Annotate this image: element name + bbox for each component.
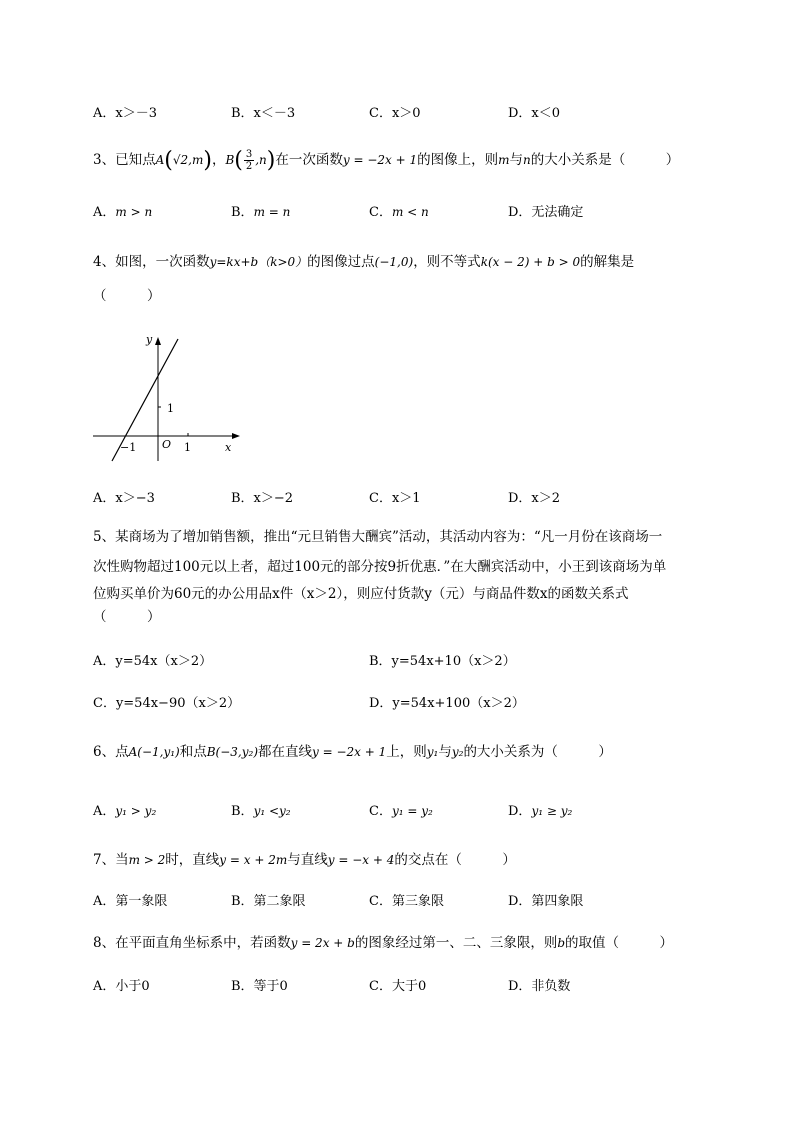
q3-m-coord: ,m <box>188 153 204 167</box>
q6-text4: 上，则 <box>386 744 427 760</box>
q3-fraction <box>244 149 254 172</box>
neg-one-label: −1 <box>120 441 137 454</box>
q3-paren-close-a: ) <box>203 148 212 173</box>
q6-y1: y₁ <box>426 745 439 759</box>
q8-text2: 的图象经过第一、二、三象限，则 <box>354 935 558 951</box>
q6-text2: 和点 <box>179 744 207 760</box>
q8-option-c: C．大于0 <box>369 979 427 994</box>
q6-text1: 6、点 <box>93 744 129 760</box>
q8-option-a: A．小于0 <box>93 979 150 994</box>
q3-sep: ， <box>211 152 226 168</box>
q7-option-a: A．第一象限 <box>93 894 168 909</box>
q7-text4: 的交点在（ ） <box>394 852 516 868</box>
q3-func: y = −2x + 1 <box>342 153 418 167</box>
q4-paren: （ ） <box>93 288 161 304</box>
q6-and: 与 <box>438 744 452 760</box>
q4-option-a: A．x＞−3 <box>93 491 155 506</box>
x-label: x <box>225 441 232 454</box>
q3-sqrt2: √2 <box>172 153 189 167</box>
q3-end: 的大小关系是（ ） <box>530 152 680 168</box>
q7-condition: m > 2 <box>128 853 166 867</box>
q6-option-c: C．y₁ = y₂ <box>369 804 433 819</box>
q3-frac-num: 3 <box>245 149 253 160</box>
q5-line3: 位购买单价为60元的办公用品x件（x＞2），则应付货款y（元）与商品件数x的函数关系式 <box>93 586 629 602</box>
q8-text1: 8、在平面直角坐标系中，若函数 <box>93 935 291 951</box>
q6-y2: y₂ <box>451 745 464 759</box>
q5-option-a: A．y=54x（x＞2） <box>93 654 213 669</box>
q2-option-a: A．x＞－3 <box>93 106 157 121</box>
q3-option-a: A．m > n <box>93 205 153 220</box>
q4-stem <box>93 250 634 270</box>
q7-option-b: B．第二象限 <box>231 894 306 909</box>
q5-line2: 次性购物超过100元以上者，超过100元的部分按9折优惠．”在大酬宾活动中，小王到该商场为单 <box>93 559 667 575</box>
q3-paren-open-a: ( <box>164 148 173 173</box>
q3-point-a: A <box>155 153 165 167</box>
x-axis-arrow <box>232 433 240 439</box>
q3-paren-close-b: ) <box>266 148 276 173</box>
q3-option-d: D．无法确定 <box>508 205 584 220</box>
q6-option-b: B．y₁ <y₂ <box>231 804 291 819</box>
q7-stem <box>93 848 516 868</box>
y-one-label: 1 <box>167 402 174 415</box>
q3-suffix: 的图像上，则 <box>417 152 499 168</box>
q4-graph <box>90 325 250 465</box>
q6-stem <box>93 740 612 760</box>
q7-option-c: C．第三象限 <box>369 894 444 909</box>
q7-line1: y = x + 2m <box>219 853 288 867</box>
y-label: y <box>146 333 153 346</box>
q3-m-var: m <box>498 153 510 167</box>
q3-mid: 在一次函数 <box>275 152 343 168</box>
q2-option-b: B．x＜－3 <box>231 106 296 121</box>
q7-text3: 与直线 <box>287 852 328 868</box>
y-axis-arrow <box>155 337 161 345</box>
origin-label: O <box>162 438 172 451</box>
q6-point-a: A(−1,y₁) <box>128 745 180 759</box>
q3-prefix: 3、已知点 <box>93 152 156 168</box>
q6-text5: 的大小关系为（ ） <box>463 744 612 760</box>
q5-paren: （ ） <box>93 609 161 625</box>
x-one-label: 1 <box>184 441 191 454</box>
q2-option-c: C．x＞0 <box>369 106 421 121</box>
q5-option-d: D．y=54x+100（x＞2） <box>369 696 525 711</box>
q3-and: 与 <box>509 152 524 168</box>
q3-n-var: n <box>523 153 531 167</box>
q4-text4: 的解集是 <box>580 254 635 270</box>
q6-point-b: B(−3,y₂) <box>206 745 258 759</box>
q8-option-d: D．非负数 <box>508 979 571 994</box>
q7-text2: 时，直线 <box>165 852 220 868</box>
q6-text3: 都在直线 <box>258 744 312 760</box>
q5-option-c: C．y=54x−90（x＞2） <box>93 696 241 711</box>
q4-inequality: k(x − 2) + b > 0 <box>480 255 581 269</box>
q3-paren-open-b: ( <box>234 148 243 173</box>
q6-option-a: A．y₁ > y₂ <box>93 804 157 819</box>
q4-option-c: C．x＞1 <box>369 491 421 506</box>
q3-option-c: C．m < n <box>369 205 429 220</box>
q5-line1: 5、某商场为了增加销售额，推出“元旦销售大酬宾”活动，其活动内容为：“凡一月份在该商场一 <box>93 529 663 545</box>
q4-option-d: D．x＞2 <box>508 491 561 506</box>
q4-point: (−1,0) <box>374 255 414 269</box>
q8-text3: 的取值（ ） <box>565 935 674 951</box>
q4-func: y=kx+b（k>0） <box>209 255 308 269</box>
q8-b: b <box>557 936 566 950</box>
q4-text1: 4、如图，一次函数 <box>93 254 210 270</box>
q8-option-b: B．等于0 <box>231 979 288 994</box>
q4-option-b: B．x＞−2 <box>231 491 294 506</box>
q4-text2: 的图像过点 <box>307 254 375 270</box>
q4-text3: ，则不等式 <box>413 254 481 270</box>
q5-option-b: B．y=54x+10（x＞2） <box>369 654 516 669</box>
q6-line: y = −2x + 1 <box>312 745 387 759</box>
q7-line2: y = −x + 4 <box>327 853 395 867</box>
q8-stem <box>93 931 673 951</box>
q3-frac-den: 2 <box>245 161 253 172</box>
q8-func: y = 2x + b <box>290 936 355 950</box>
q2-option-d: D．x＜0 <box>508 106 561 121</box>
q3-option-b: B．m = n <box>231 205 291 220</box>
q3-point-b: B <box>225 153 235 167</box>
q7-text1: 7、当 <box>93 852 129 868</box>
q3-n-coord: ,n <box>255 153 267 167</box>
q3-stem <box>93 148 679 173</box>
q7-option-d: D．第四象限 <box>508 894 584 909</box>
q6-option-d: D．y₁ ≥ y₂ <box>508 804 573 819</box>
